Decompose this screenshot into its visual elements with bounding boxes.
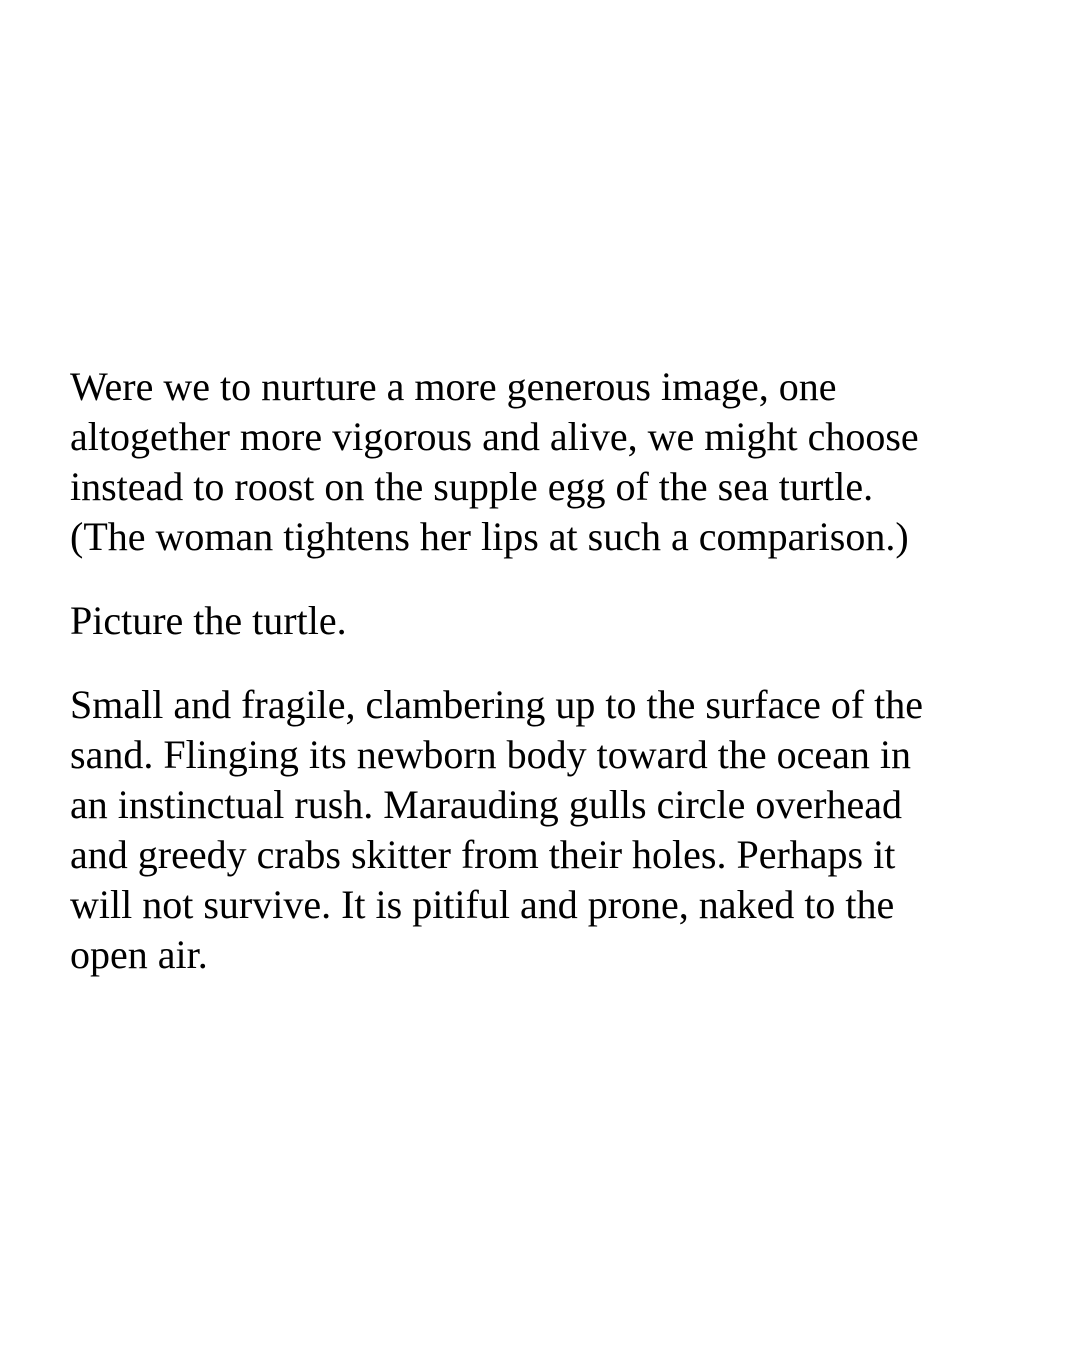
text-line: open air. [70, 932, 208, 977]
text-line: instead to roost on the supple egg of the sea turtle. [70, 464, 874, 509]
text-line: Small and fragile, clambering up to the surface of the [70, 682, 924, 727]
text-line: sand. Flinging its newborn body toward the ocean in [70, 732, 911, 777]
text-line: will not survive. It is pitiful and prone, naked to the [70, 882, 895, 927]
text-line: Were we to nurture a more generous image, one [70, 364, 837, 409]
text-body [70, 362, 1030, 980]
text-line: (The woman tightens her lips at such a comparison.) [70, 514, 909, 559]
paragraph-1 [70, 362, 1030, 562]
paragraph-3 [70, 680, 1030, 980]
text-line: Picture the turtle. [70, 598, 347, 643]
text-line: altogether more vigorous and alive, we might choose [70, 414, 919, 459]
text-line: an instinctual rush. Marauding gulls circle overhead [70, 782, 902, 827]
text-line: and greedy crabs skitter from their holes. Perhaps it [70, 832, 896, 877]
paragraph-2 [70, 596, 1030, 646]
